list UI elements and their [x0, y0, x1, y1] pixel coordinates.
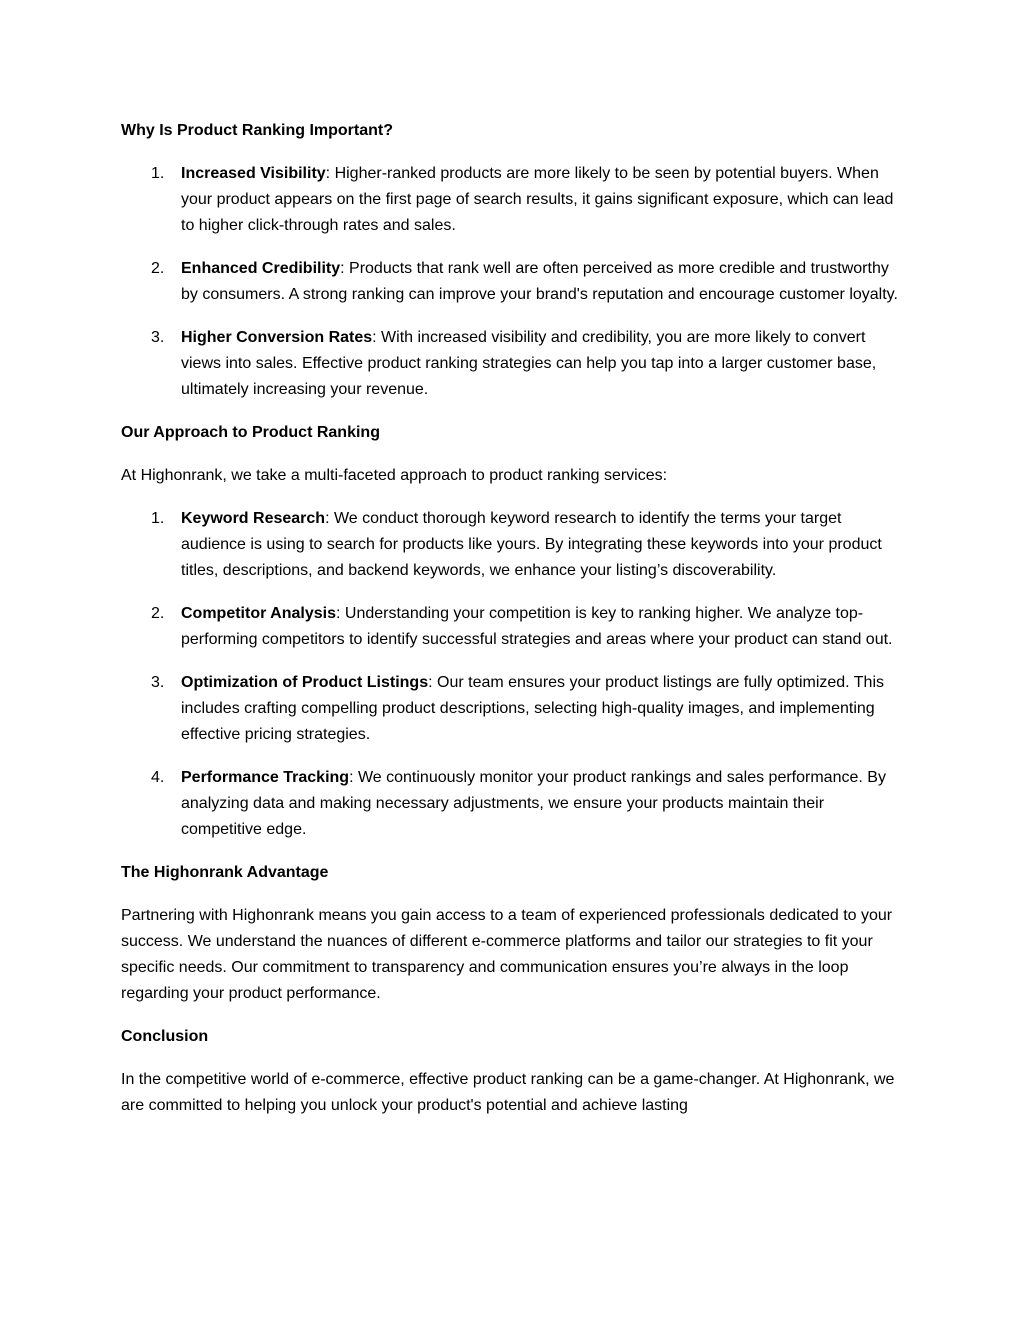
list-number: 4.	[151, 769, 165, 786]
list-number: 2.	[151, 605, 165, 622]
list-term: Performance Tracking	[181, 769, 350, 786]
conclusion-body: In the competitive world of e-commerce, effective product ranking can be a game-changer. At Highonrank, we are committed to helping you unlock your product's potential and achieve lasting	[121, 1071, 895, 1114]
list-text: : Understanding your competition is key to ranking higher. We analyze top-performing competitors to identify successful strategies and areas where your product can stand out.	[181, 605, 893, 648]
list-text: : With increased visibility and credibility, you are more likely to convert views into sales. Effective product ranking strategies can help you tap into a larger customer base, ultimately increasing your revenue.	[181, 329, 877, 398]
list-item	[121, 765, 906, 843]
list-text: : Higher-ranked products are more likely to be seen by potential buyers. When your product appears on the first page of search results, it gains significant exposure, which can lead to higher click-through rates and sales.	[181, 165, 894, 234]
document-page	[121, 118, 906, 1136]
section-heading-conclusion: Conclusion	[121, 1028, 209, 1045]
list-number: 1.	[151, 165, 165, 182]
importance-list	[121, 161, 906, 403]
list-item	[121, 256, 906, 308]
section-heading-approach: Our Approach to Product Ranking	[121, 424, 380, 441]
list-item	[121, 161, 906, 239]
list-item	[121, 601, 906, 653]
section-heading-why-ranking: Why Is Product Ranking Important?	[121, 122, 394, 139]
list-term: Higher Conversion Rates	[181, 329, 373, 346]
list-term: Competitor Analysis	[181, 605, 336, 622]
advantage-body: Partnering with Highonrank means you gain access to a team of experienced professionals dedicated to your success. We understand the nuances of different e-commerce platforms and tailor our strategies to fit your specific needs. Our commitment to transparency and communication ensures you’re always in the loop regarding your product performance.	[121, 907, 893, 1002]
list-term: Enhanced Credibility	[181, 260, 341, 277]
list-number: 3.	[151, 329, 165, 346]
list-text: : We continuously monitor your product rankings and sales performance. By analyzing data and making necessary adjustments, we ensure your products maintain their competitive edge.	[181, 769, 886, 838]
list-number: 3.	[151, 674, 165, 691]
list-number: 1.	[151, 510, 165, 527]
approach-intro: At Highonrank, we take a multi-faceted approach to product ranking services:	[121, 467, 668, 484]
list-item	[121, 325, 906, 403]
list-text: : We conduct thorough keyword research to identify the terms your target audience is using to search for products like yours. By integrating these keywords into your product titles, descriptions, and backend keywords, we enhance your listing’s discoverability.	[181, 510, 882, 579]
list-number: 2.	[151, 260, 165, 277]
list-item	[121, 506, 906, 584]
list-text: : Products that rank well are often perceived as more credible and trustworthy by consumers. A strong ranking can improve your brand's reputation and encourage customer loyalty.	[181, 260, 898, 303]
approach-list	[121, 506, 906, 843]
list-item	[121, 670, 906, 748]
list-term: Optimization of Product Listings	[181, 674, 429, 691]
list-term: Keyword Research	[181, 510, 326, 527]
list-term: Increased Visibility	[181, 165, 326, 182]
section-heading-advantage: The Highonrank Advantage	[121, 864, 329, 881]
list-text: : Our team ensures your product listings are fully optimized. This includes crafting compelling product descriptions, selecting high-quality images, and implementing effective pricing strategies.	[181, 674, 885, 743]
